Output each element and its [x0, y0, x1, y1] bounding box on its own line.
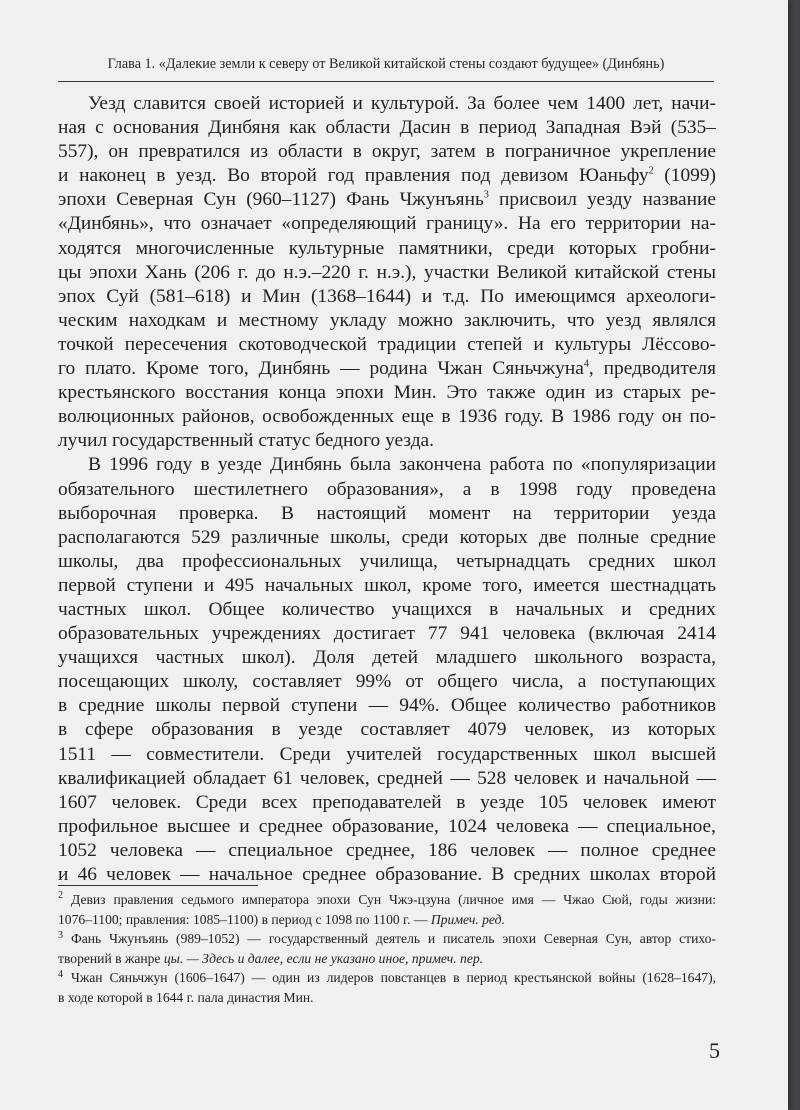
text-line: эпох Суй (581–618) и Мин (1368–1644) и т.д. По имеющимся археологи- — [58, 285, 716, 307]
body-text — [58, 92, 716, 887]
footnote-number: 3 — [58, 929, 63, 941]
text-line: частных школ. Общее количество учащихся в начальных и средних — [58, 598, 716, 620]
text-line: первой ступени и 495 начальных школ, кроме того, имеется шестнадцать — [58, 574, 716, 596]
text-line: квалификацией обладает 61 человек, средней — 528 человек и начальной — — [58, 767, 716, 789]
footnote-line: 1076–1100; правления: 1085–1100) в период с 1098 по 1100 г. — Примеч. ред. — [58, 911, 505, 927]
running-head: Глава 1. «Далекие земли к северу от Великой китайской стены создают будущее» (Динбянь) — [107, 56, 665, 72]
text-line: Уезд славится своей историей и культурой. За более чем 1400 лет, начи- — [88, 93, 716, 114]
footnote-line: $^2$ Девиз правления седьмого императора эпохи Сун Чжэ-цзуна (личное имя — Чжао Сюй, годы жизни: — [58, 890, 716, 907]
text-line: 1607 человек. Среди всех преподавателей в уезде 105 человек имеют — [58, 791, 716, 813]
text-line: ходятся многочисленные культурные памятники, среди которых гробни- — [58, 237, 716, 259]
text-line: ная с основания Динбяня как области Дасин в период Западная Вэй (535– — [58, 117, 716, 139]
text-line: 557), он превратился из области в округ, затем в пограничное укрепление — [58, 141, 716, 163]
footnote-3 — [58, 929, 716, 968]
header-rule — [58, 81, 714, 82]
text-line: 1511 — совместители. Среди учителей государственных школ высшей — [58, 743, 716, 765]
text-line: и наконец в уезд. Во второй год правления под девизом Юаньфу$^2$ (1099) — [58, 165, 716, 187]
text-line: обязательного шестилетнего образования», а в 1998 году проведена — [58, 478, 716, 500]
text-line: лучил государственный статус бедного уезда. — [58, 430, 435, 452]
footnote-number: 4 — [58, 968, 63, 980]
text-line: крестьянского восстания конца эпохи Мин. Это также один из старых ре- — [58, 382, 716, 404]
text-line: цы эпохи Хань (206 г. до н.э.–220 г. н.э.), участки Великой китайской стены — [58, 261, 716, 283]
text-line: В 1996 году в уезде Динбянь была закончена работа по «популяризации — [88, 454, 716, 476]
text-line: профильное высшее и среднее образование, 1024 человека — специальное, — [58, 815, 716, 837]
text-line: ческим находкам и местному укладу можно заключить, что уезд являлся — [58, 309, 716, 331]
text-line: волюционных районов, освобожденных еще в 1936 году. В 1986 году он по- — [58, 406, 716, 428]
text-line: точкой пересечения скотоводческой традиции степей и культуры Лёссово- — [58, 333, 716, 355]
text-line: «Динбянь», что означает «определяющий границу». На его территории на- — [58, 213, 716, 235]
paragraph-history — [58, 92, 716, 453]
text-line: учащихся частных школ). Доля детей младшего школьного возраста, — [58, 647, 716, 669]
text-line: образовательных учреждениях достигает 77 941 человека (включая 2414 — [58, 623, 716, 645]
text-line: школы, два профессиональных училища, четырнадцать средних школ — [58, 550, 716, 572]
footnote-ref-4[interactable]: 4 — [583, 358, 589, 370]
text-line: 1052 человека — специальное среднее, 186 человек — полное среднее — [58, 839, 716, 861]
text-line: в сфере образования в уезде составляет 4079 человек, из которых — [58, 719, 716, 741]
footnote-2 — [58, 890, 716, 929]
footnote-ref-2[interactable]: 2 — [648, 165, 654, 177]
text-line: выборочная проверка. В настоящий момент на территории уезда — [58, 502, 716, 524]
footnote-rule — [58, 885, 258, 886]
footnote-number: 2 — [58, 890, 63, 902]
text-line: в средние школы первой ступени — 94%. Общее количество работников — [58, 695, 716, 717]
footnote-ref-3[interactable]: 3 — [483, 189, 489, 201]
footnote-line: в ходе которой в 1644 г. пала династия Мин. — [58, 989, 314, 1005]
footnote-line: $^3$ Фань Чжунъянь (989–1052) — государственный деятель и писатель эпохи Северная Сун, автор стихо- — [58, 929, 716, 947]
text-line: эпохи Северная Сун (960–1127) Фань Чжунъянь$^3$ присвоил уезду название — [58, 189, 716, 211]
text-line: располагаются 529 различные школы, среди которых две полные средние — [58, 526, 716, 548]
footnote-line: $^4$ Чжан Сяньчжун (1606–1647) — один из лидеров повстанцев в период крестьянской войны (1628–1647), — [58, 968, 716, 986]
text-line: го плато. Кроме того, Динбянь — родина Чжан Сяньчжуна$^4$, предводителя — [58, 358, 717, 380]
footnote-line: творений в жанре цы. — Здесь и далее, если не указано иное, примеч. пер. — [58, 950, 484, 966]
footnotes — [58, 890, 716, 1008]
page-number: 5 — [709, 1038, 720, 1063]
text-line: посещающих школу, составляет 99% от общего числа, а поступающих — [58, 671, 716, 693]
text-line: и 46 человек — начальное среднее образование. В средних школах второй — [58, 864, 716, 885]
paragraph-education — [58, 453, 716, 887]
footnote-4 — [58, 968, 716, 1007]
